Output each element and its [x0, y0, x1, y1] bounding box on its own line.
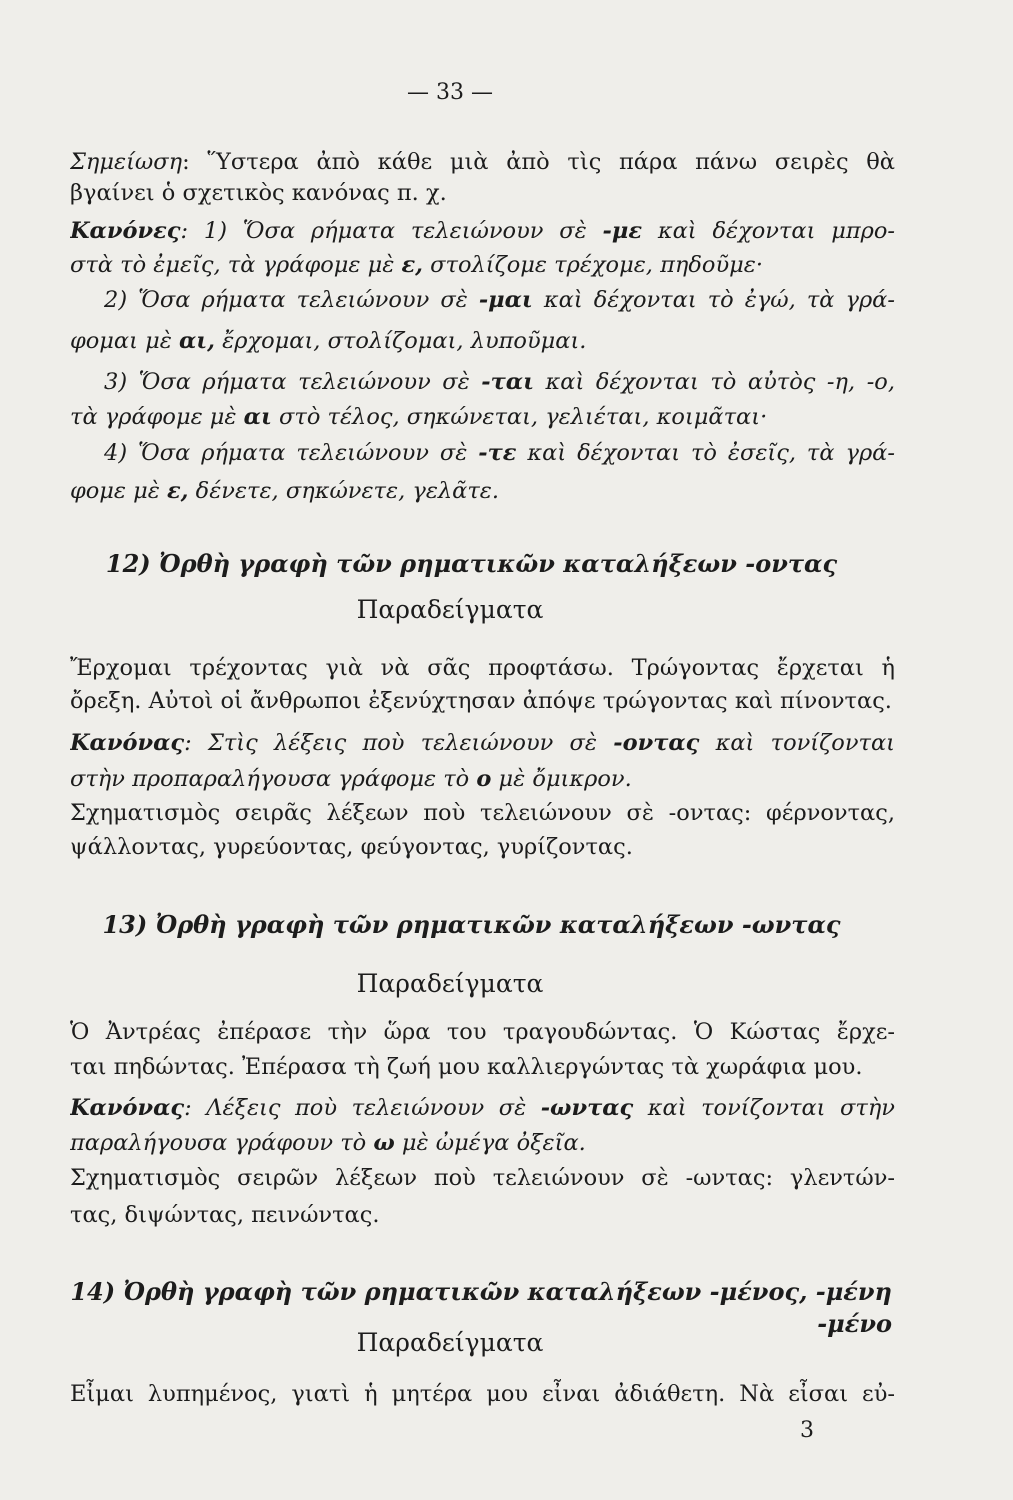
- section-13-formation-2: τας, διψώντας, πεινώντας.: [70, 1202, 380, 1228]
- rule-4-letter: ε,: [167, 478, 189, 504]
- rules-label: Κανόνες: [70, 218, 181, 244]
- section-12-rule-a: : Στὶς λέξεις ποὺ τελειώνουν σὲ: [184, 730, 614, 756]
- section-13-rule-label: Κανόνας: [70, 1095, 185, 1121]
- section-13-examples-title: Παραδείγματα: [356, 969, 544, 998]
- rule-3-ending: -ται: [481, 369, 534, 395]
- section-14-examples-title: Παραδείγματα: [356, 1328, 544, 1357]
- section-14-heading: 14) Ὀρθὴ γραφὴ τῶν ρηματικῶν καταλήξεων -μένος, -μένη -μένο: [70, 1277, 892, 1338]
- section-13-example-1: Ὁ Ἀντρέας ἐπέρασε τὴν ὥρα του τραγουδώντας. Ὁ Κώστας ἔρχε-: [70, 1019, 895, 1045]
- section-12-formation-2: ψάλλοντας, γυρεύοντας, φεύγοντας, γυρίζοντας.: [70, 834, 633, 860]
- rule-3-letters: αι: [243, 404, 272, 430]
- section-13-heading: 13) Ὀρθὴ γραφὴ τῶν ρηματικῶν καταλήξεων -ωντας: [102, 910, 841, 939]
- section-13-example-2: ται πηδώντας. Ἐπέρασα τὴ ζωή μου καλλιεργώντας τὰ χωράφια μου.: [70, 1054, 863, 1080]
- section-12-example-1: Ἔρχομαι τρέχοντας γιὰ νὰ σᾶς προφτάσω. Τρώγοντας ἔρχεται ἡ: [70, 655, 895, 681]
- section-13-rule-c: καὶ τονίζονται στὴν: [633, 1095, 895, 1121]
- section-13-rule-letter: ω: [373, 1130, 395, 1156]
- section-12-examples-title: Παραδείγματα: [356, 595, 544, 624]
- rule-2-line-2-c: ἔρχομαι, στολίζομαι, λυποῦμαι.: [215, 328, 587, 354]
- section-13-rule-ending: -ωντας: [540, 1095, 634, 1121]
- rule-1-ending: -με: [602, 218, 643, 244]
- rule-3-line-2: [70, 402, 895, 432]
- section-12-rule-letter: ο: [476, 766, 492, 792]
- section-14-example-1: Εἶμαι λυπημένος, γιατὶ ἡ μητέρα μου εἶναι ἀδιάθετη. Νὰ εἶσαι εὐ-: [70, 1381, 895, 1407]
- rule-4-text-c: καὶ δέχονται τὸ ἐσεῖς, τὰ γρά-: [516, 440, 895, 466]
- rule-2-ending: -μαι: [478, 287, 533, 313]
- section-12-rule-c: καὶ τονίζονται: [699, 730, 895, 756]
- rule-1-line-2-c: στολίζομε τρέχομε, πηδοῦμε·: [422, 252, 763, 278]
- rule-3-line-1: [104, 367, 895, 397]
- section-13-formation-1: Σχηματισμὸς σειρῶν λέξεων ποὺ τελειώνουν σὲ -ωντας: γλεντών-: [70, 1165, 895, 1191]
- rule-3-line-2-a: τὰ γράφομε μὲ: [70, 404, 244, 430]
- section-12-rule-ending: -οντας: [613, 730, 700, 756]
- rule-4-line-2-c: δένετε, σηκώνετε, γελᾶτε.: [188, 478, 500, 504]
- rule-2-text-a: 2) Ὅσα ρήματα τελειώνουν σὲ: [104, 287, 479, 313]
- section-12-rule-label: Κανόνας: [70, 730, 185, 756]
- rule-3-line-2-c: στὸ τέλος, σηκώνεται, γελιέται, κοιμᾶται·: [271, 404, 768, 430]
- rule-2-letters: αι,: [178, 328, 215, 354]
- rule-4-line-2: [70, 476, 895, 506]
- rule-1-text-c: καὶ δέχονται μπρο-: [642, 218, 895, 244]
- note-line-2: βγαίνει ὁ σχετικὸς κανόνας π. χ.: [70, 180, 447, 206]
- section-13-rule-line-2: [70, 1128, 895, 1158]
- note-text-1: : Ὕστερα ἀπὸ κάθε μιὰ ἀπὸ τὶς πάρα πάνω σειρὲς θὰ: [182, 149, 895, 175]
- rule-1-line-2: [70, 250, 895, 280]
- section-12-rule-2a: στὴν προπαραλήγουσα γράφομε τὸ: [70, 766, 477, 792]
- rule-1-text-a: : 1) Ὅσα ρήματα τελειώνουν σὲ: [180, 218, 603, 244]
- section-12-rule-line-2: [70, 764, 895, 794]
- rule-1-line-2-a: στὰ τὸ ἐμεῖς, τὰ γράφομε μὲ: [70, 252, 402, 278]
- rule-2-text-c: καὶ δέχονται τὸ ἐγώ, τὰ γρά-: [532, 287, 895, 313]
- signature-mark: 3: [800, 1418, 814, 1443]
- section-12-formation-1: Σχηματισμὸς σειρᾶς λέξεων ποὺ τελειώνουν σὲ -οντας: φέρνοντας,: [70, 800, 895, 826]
- rule-3-text-c: καὶ δέχονται τὸ αὐτὸς -η, -ο,: [533, 369, 895, 395]
- section-13-rule-2c: μὲ ὠμέγα ὀξεῖα.: [394, 1130, 586, 1156]
- rule-2-line-1: [104, 285, 895, 315]
- rule-4-line-2-a: φομε μὲ: [70, 478, 167, 504]
- rule-2-line-2: [70, 326, 895, 356]
- rule-4-text-a: 4) Ὅσα ρήματα τελειώνουν σὲ: [104, 440, 479, 466]
- note-line-1: [70, 147, 895, 177]
- rule-3-text-a: 3) Ὅσα ρήματα τελειώνουν σὲ: [104, 369, 482, 395]
- note-label: Σημείωση: [70, 149, 183, 175]
- section-12-rule-line-1: [70, 728, 895, 758]
- page-number: — 33 —: [407, 80, 493, 105]
- section-13-rule-line-1: [70, 1093, 895, 1123]
- section-12-heading: 12) Ὀρθὴ γραφὴ τῶν ρηματικῶν καταλήξεων -οντας: [105, 549, 838, 578]
- rule-4-line-1: [104, 438, 895, 468]
- section-13-rule-a: : Λέξεις ποὺ τελειώνουν σὲ: [184, 1095, 541, 1121]
- rule-1-line-1: [70, 216, 895, 246]
- rule-4-ending: -τε: [478, 440, 517, 466]
- section-13-rule-2a: παραλήγουσα γράφουν τὸ: [70, 1130, 374, 1156]
- rule-1-letter: ε,: [401, 252, 423, 278]
- rule-2-line-2-a: φομαι μὲ: [70, 328, 179, 354]
- section-12-rule-2c: μὲ ὄμικρον.: [491, 766, 632, 792]
- section-12-example-2: ὄρεξη. Αὐτοὶ οἱ ἄνθρωποι ἐξενύχτησαν ἀπόψε τρώγοντας καὶ πίνοντας.: [70, 688, 892, 714]
